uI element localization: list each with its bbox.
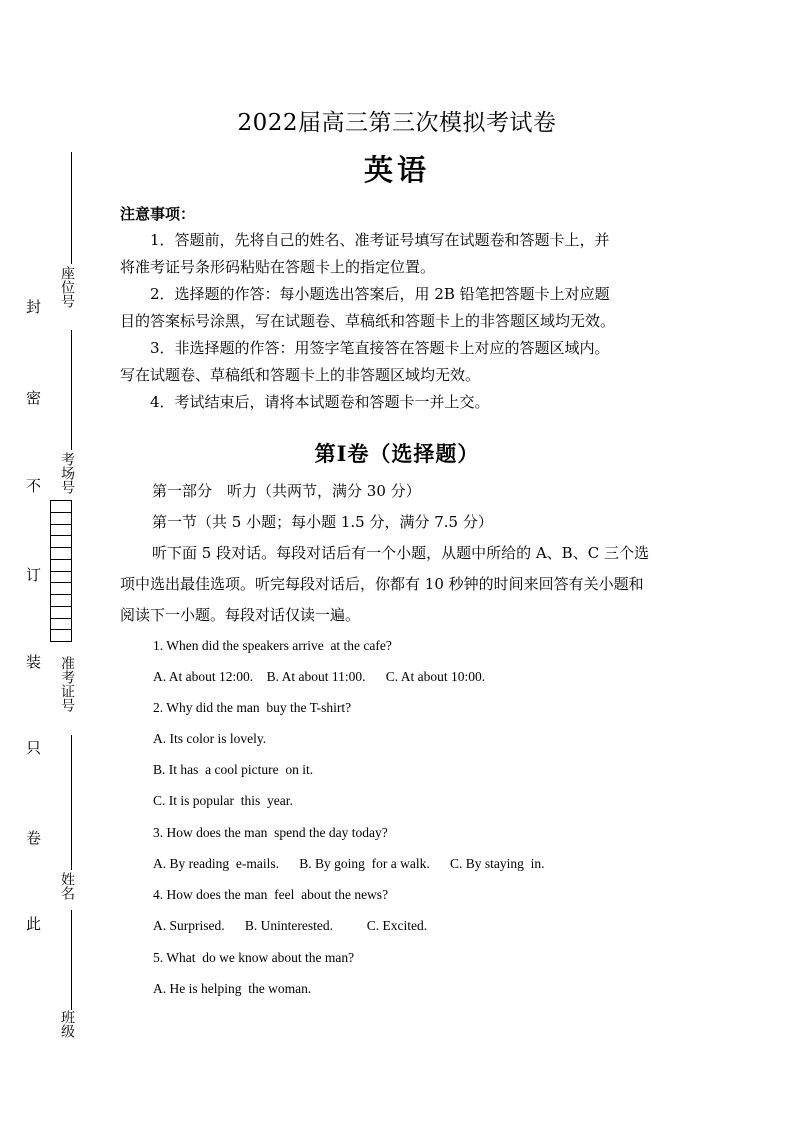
notice-item-3: 3．非选择题的作答：用签字笔直接答在答题卡上对应的答题区域内。 写在试题卷、草稿纸和答题卡上的非答题区域均无效。	[120, 339, 610, 384]
subject-title: 英语	[363, 153, 430, 187]
seal-char-mi: 密	[26, 389, 42, 407]
question-1-options: A. At about 12:00. B. At about 11:00. C. At about 10:00.	[153, 669, 486, 684]
seal-char-zhi: 只	[26, 739, 42, 757]
question-2-option-b: B. It has a cool picture on it.	[153, 762, 314, 777]
instructions-line-2: 项中选出最佳选项。听完每段对话后，你都有 10 秒钟的时间来回答有关小题和	[120, 575, 644, 593]
name-label: 姓名	[59, 872, 75, 900]
instructions-line-3: 阅读下一小题。每段对话仅读一遍。	[120, 606, 361, 624]
seal-char-ci: 此	[26, 915, 42, 933]
question-2-option-a: A. Its color is lovely.	[153, 731, 267, 746]
section-title: 第Ⅰ卷（选择题）	[314, 441, 480, 466]
question-5-option-a: A. He is helping the woman.	[153, 981, 312, 996]
question-1-stem: 1. When did the speakers arrive at the cafe?	[153, 638, 392, 653]
notice-item-1: 1．答题前，先将自己的姓名、准考证号填写在试题卷和答题卡上，并 将准考证号条形码粘贴在答题卡上的指定位置。	[120, 231, 610, 276]
seal-char-zhuang: 装	[26, 653, 42, 671]
question-2-option-c: C. It is popular this year.	[153, 793, 293, 808]
notice-heading: 注意事项：	[120, 205, 196, 223]
question-3-stem: 3. How does the man spend the day today?	[153, 825, 388, 840]
instructions-line-1: 听下面 5 段对话。每段对话后有一个小题，从题中所给的 A、B、C 三个选	[152, 544, 649, 562]
notice-item-2: 2．选择题的作答：每小题选出答案后，用 2B 铅笔把答题卡上对应题 目的答案标号涂黑，写在试题卷、草稿纸和答题卡上的非答题区域均无效。	[120, 285, 616, 330]
exam-number-grid	[50, 500, 72, 642]
question-2-stem: 2. Why did the man buy the T-shirt?	[153, 700, 352, 715]
seal-char-juan: 卷	[26, 829, 42, 847]
exam-title: 2022届高三第三次模拟考试卷	[237, 110, 557, 136]
question-4-stem: 4. How does the man feel about the news?	[153, 887, 389, 902]
exam-id-line	[71, 735, 72, 870]
seal-char-feng: 封	[26, 298, 42, 316]
seal-char-bu: 不	[26, 477, 42, 495]
admission-ticket-label: 准考证号	[59, 656, 75, 712]
question-5-stem: 5. What do we know about the man?	[153, 950, 355, 965]
name-line	[71, 910, 72, 1010]
question-3-options: A. By reading e-mails. B. By going for a walk. C. By staying in.	[153, 856, 545, 871]
exam-room-label: 考场号	[59, 452, 75, 494]
class-label: 班级	[59, 1010, 75, 1038]
subpart-heading: 第一节（共 5 小题；每小题 1.5 分，满分 7.5 分）	[152, 513, 493, 531]
seal-char-ding: 订	[26, 566, 42, 584]
notice-item-4: 4．考试结束后，请将本试题卷和答题卡一并上交。	[150, 393, 490, 411]
part-heading: 第一部分 听力（共两节，满分 30 分）	[152, 482, 421, 500]
seat-number-label: 座位号	[59, 266, 75, 308]
room-line	[71, 330, 72, 450]
question-4-options: A. Surprised. B. Uninterested. C. Excited.	[153, 918, 428, 933]
